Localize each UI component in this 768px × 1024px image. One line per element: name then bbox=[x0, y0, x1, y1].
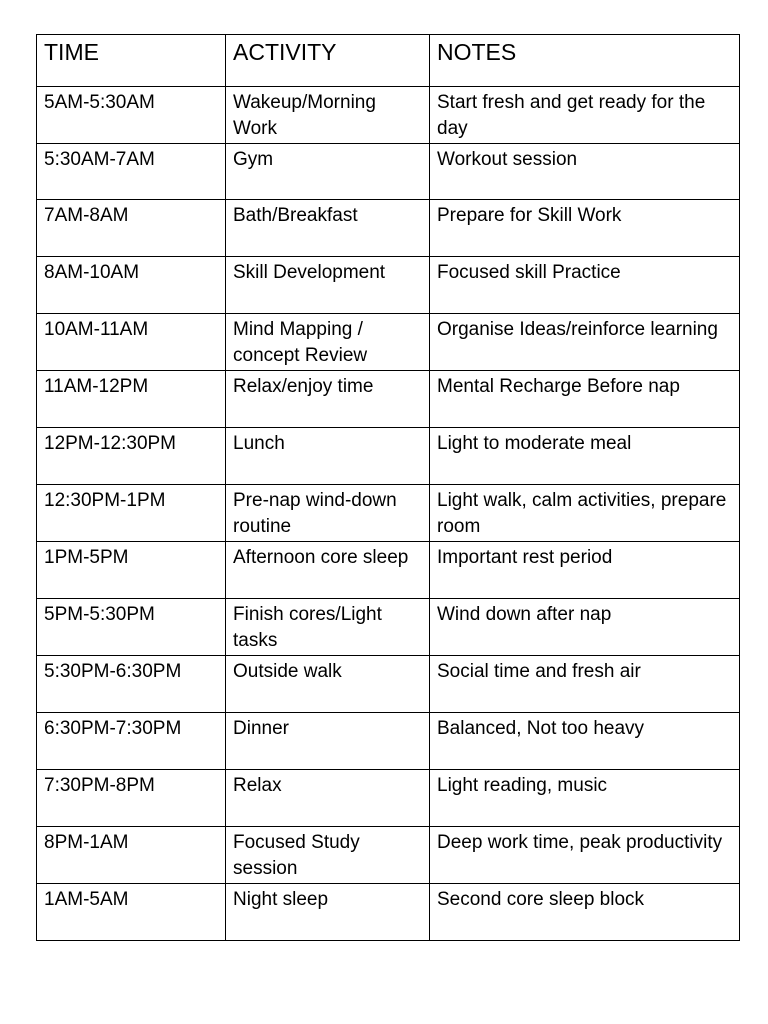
cell-time: 12:30PM-1PM bbox=[37, 485, 226, 542]
cell-notes: Start fresh and get ready for the day bbox=[430, 87, 740, 144]
table-row bbox=[37, 656, 740, 713]
cell-time: 8AM-10AM bbox=[37, 257, 226, 314]
cell-notes: Focused skill Practice bbox=[430, 257, 740, 314]
table-row bbox=[37, 87, 740, 144]
table-row bbox=[37, 542, 740, 599]
table-row bbox=[37, 314, 740, 371]
cell-notes: Deep work time, peak productivity bbox=[430, 827, 740, 884]
cell-activity: Dinner bbox=[226, 713, 430, 770]
cell-activity: Gym bbox=[226, 144, 430, 200]
cell-notes: Organise Ideas/reinforce learning bbox=[430, 314, 740, 371]
cell-activity: Night sleep bbox=[226, 884, 430, 941]
cell-time: 11AM-12PM bbox=[37, 371, 226, 428]
cell-activity: Wakeup/Morning Work bbox=[226, 87, 430, 144]
table-row bbox=[37, 599, 740, 656]
cell-activity: Mind Mapping / concept Review bbox=[226, 314, 430, 371]
cell-time: 6:30PM-7:30PM bbox=[37, 713, 226, 770]
table-row bbox=[37, 371, 740, 428]
cell-time: 5:30PM-6:30PM bbox=[37, 656, 226, 713]
table-row bbox=[37, 770, 740, 827]
cell-notes: Important rest period bbox=[430, 542, 740, 599]
table-row bbox=[37, 428, 740, 485]
cell-notes: Second core sleep block bbox=[430, 884, 740, 941]
cell-time: 7:30PM-8PM bbox=[37, 770, 226, 827]
cell-activity: Relax bbox=[226, 770, 430, 827]
cell-time: 1PM-5PM bbox=[37, 542, 226, 599]
cell-notes: Mental Recharge Before nap bbox=[430, 371, 740, 428]
header-activity: ACTIVITY bbox=[226, 35, 430, 87]
cell-activity: Focused Study session bbox=[226, 827, 430, 884]
table-row bbox=[37, 713, 740, 770]
table-row bbox=[37, 485, 740, 542]
table-row bbox=[37, 827, 740, 884]
table-row bbox=[37, 884, 740, 941]
header-time: TIME bbox=[37, 35, 226, 87]
cell-activity: Afternoon core sleep bbox=[226, 542, 430, 599]
cell-notes: Light to moderate meal bbox=[430, 428, 740, 485]
cell-time: 5PM-5:30PM bbox=[37, 599, 226, 656]
cell-activity: Lunch bbox=[226, 428, 430, 485]
cell-notes: Prepare for Skill Work bbox=[430, 200, 740, 257]
cell-time: 10AM-11AM bbox=[37, 314, 226, 371]
cell-time: 5:30AM-7AM bbox=[37, 144, 226, 200]
cell-activity: Outside walk bbox=[226, 656, 430, 713]
cell-activity: Skill Development bbox=[226, 257, 430, 314]
cell-notes: Balanced, Not too heavy bbox=[430, 713, 740, 770]
table-row bbox=[37, 144, 740, 200]
cell-activity: Relax/enjoy time bbox=[226, 371, 430, 428]
header-row bbox=[37, 35, 740, 87]
cell-notes: Light walk, calm activities, prepare room bbox=[430, 485, 740, 542]
cell-notes: Wind down after nap bbox=[430, 599, 740, 656]
cell-time: 1AM-5AM bbox=[37, 884, 226, 941]
cell-activity: Finish cores/Light tasks bbox=[226, 599, 430, 656]
cell-time: 5AM-5:30AM bbox=[37, 87, 226, 144]
cell-notes: Light reading, music bbox=[430, 770, 740, 827]
cell-activity: Bath/Breakfast bbox=[226, 200, 430, 257]
cell-time: 8PM-1AM bbox=[37, 827, 226, 884]
cell-time: 12PM-12:30PM bbox=[37, 428, 226, 485]
header-notes: NOTES bbox=[430, 35, 740, 87]
table-row bbox=[37, 200, 740, 257]
cell-time: 7AM-8AM bbox=[37, 200, 226, 257]
cell-notes: Workout session bbox=[430, 144, 740, 200]
cell-activity: Pre-nap wind-down routine bbox=[226, 485, 430, 542]
table-row bbox=[37, 257, 740, 314]
cell-notes: Social time and fresh air bbox=[430, 656, 740, 713]
schedule-table bbox=[36, 34, 740, 941]
